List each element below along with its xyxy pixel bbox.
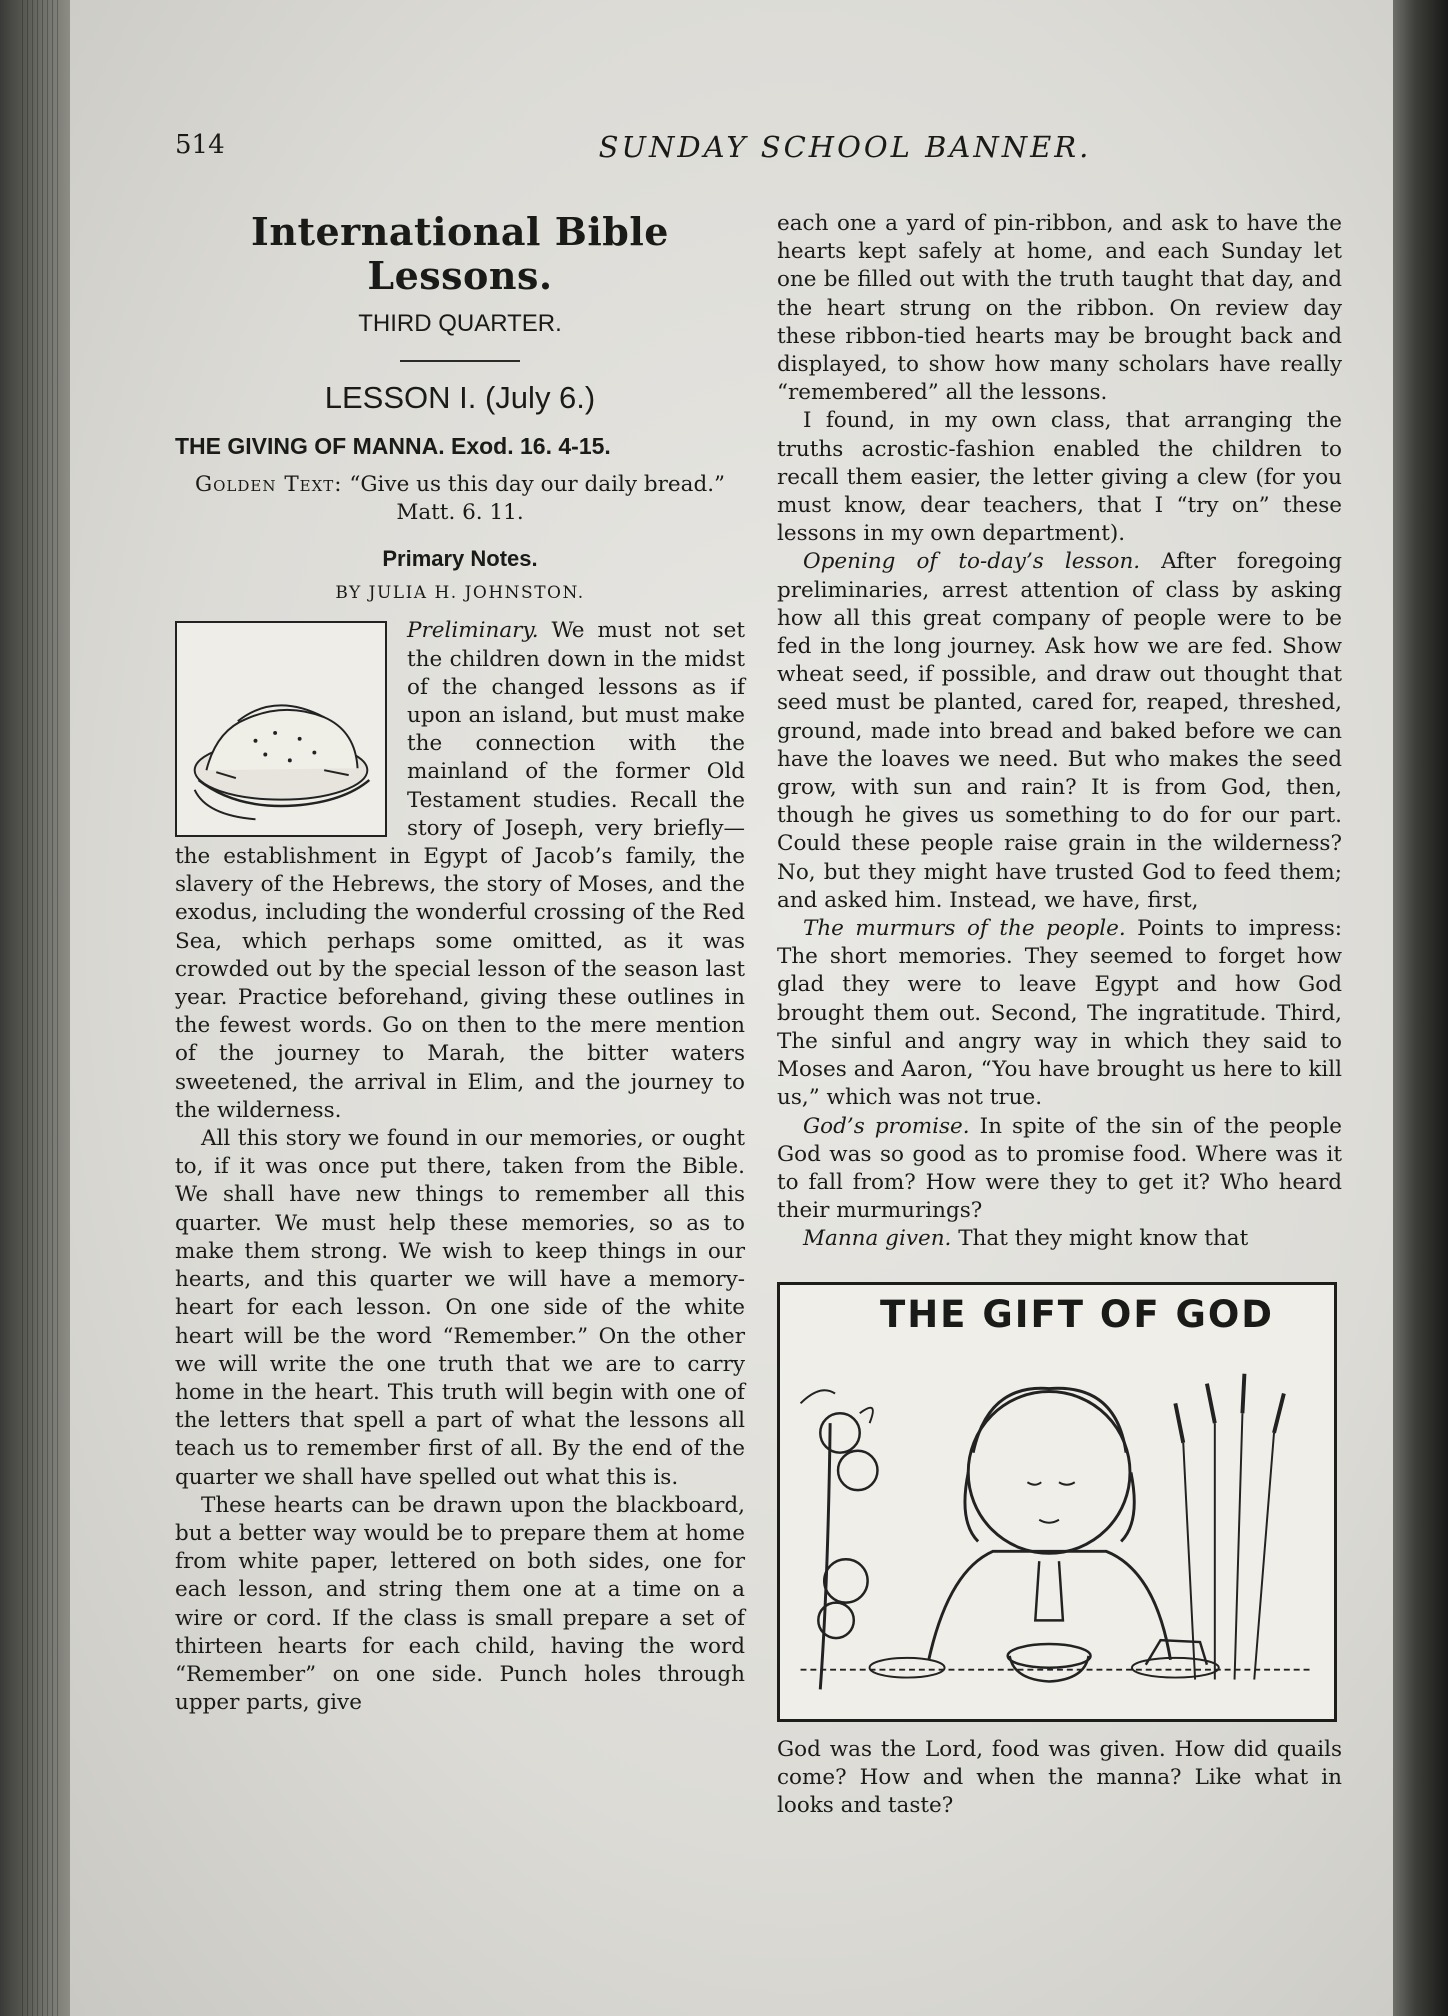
paragraph: All this story we found in our memories, or ought to, if it was once put there, taken from the Bible. We shall have new things to remember all this quarter. We must help these memories, so as to make them strong. We wish to keep things in our hearts, and this quarter we will have a memory-heart for each lesson. On one side of the white heart will be the word “Remember.” On the other we will write the one truth that we are to carry home in the heart. This truth will begin with one of the letters that spell a part of what the lessons all teach us to remember first of all. By the end of the quarter we shall have spelled out what this is. [175, 1126, 745, 1490]
paragraph [777, 1225, 1342, 1253]
paragraph: each one a yard of pin-ribbon, and ask to have the hearts kept safely at home, and each Sunday let one be filled out with the truth taught that day, and the heart strung on the ribbon. On review day these ribbon-tied hearts may be brought back and displayed, to show how many scholars have really “remembered” all the lessons. [777, 211, 1342, 406]
paragraph-text: After foregoing preliminaries, arrest attention of class by asking how all this great company of people were to be fed in the long journey. Ask how we are fed. Show wheat seed, if possible, and draw out thought that seed must be planted, cared for, reaped, threshed, ground, made into bread and baked before we can have the loaves we need. But who makes the seed grow, with sun and rain? It is from God, then, though he gives us something to do for our part. Could these people raise grain in the wilderness? No, but they might have trusted God to feed them; and asked him. Instead, we have, first, [777, 549, 1342, 913]
golden-text-label: Golden Text: [194, 471, 343, 497]
paragraph-lead: God’s promise. [803, 1113, 970, 1139]
right-column [777, 210, 1342, 1820]
paragraph: God was the Lord, food was given. How did quails come? How and when the manna? Like what in looks and taste? [777, 1736, 1342, 1818]
golden-text [175, 471, 745, 527]
bread-illustration [175, 621, 387, 837]
section-banner: International Bible Lessons. [251, 209, 669, 298]
paragraph [777, 915, 1342, 1112]
page-number: 514 [175, 130, 225, 160]
paragraph-text: We must not set the children down in the midst of the changed lessons as if upon an island, but must make the connection with the mainland of the former Old Testament studies. Recall the story of Joseph, very briefly—the establishment in Egypt of Jacob’s family, the slavery of the Hebrews, the story of Moses, and the exodus, including the wonderful crossing of the Red Sea, which perhaps some omitted, as it was crowded out by the special lesson of the season last year. Practice beforehand, giving these outlines in the fewest words. Go on then to the mere mention of the journey to Marah, the bitter waters sweetened, the arrival in Elim, and the journey to the wilderness. [175, 618, 745, 1123]
praying-child-icon [780, 1285, 1334, 1719]
illustration-title: THE GIFT OF GOD [879, 1292, 1275, 1336]
book-page [70, 0, 1393, 2016]
quarter-heading: THIRD QUARTER. [358, 310, 562, 337]
left-column [175, 210, 745, 1717]
golden-text-body: “Give us this day our daily bread.” Matt. 6. 11. [349, 471, 726, 525]
divider-rule [400, 360, 520, 362]
running-title: SUNDAY SCHOOL BANNER. [598, 130, 1092, 164]
paragraph-text: That they might know that [951, 1226, 1249, 1252]
lesson-title: LESSON I. (July 6.) [324, 380, 596, 416]
paragraph-text: In spite of the sin of the people God was so good as to promise food. Where was it to fall from? How were they to get it? Who heard their murmurings? [777, 1113, 1342, 1224]
paragraph-lead: The murmurs of the people. [803, 916, 1126, 942]
paragraph-text: Points to impress: The short memories. They seemed to forget how glad they were to leave Egypt and how God brought them out. Second, The ingratitude. Third, The sinful and angry way in which they said to Moses and Aaron, “You have brought us here to kill us,” which was not true. [777, 916, 1342, 1111]
paragraph: These hearts can be drawn upon the blackboard, but a better way would be to prepare them at home from white paper, lettered on both sides, one for each lesson, and string them one at a time on a wire or cord. If the class is small prepare a set of thirteen hearts for each child, having the word “Remember” on one side. Punch holes through upper parts, give [175, 1492, 745, 1716]
notes-heading: Primary Notes. [382, 546, 538, 572]
byline: BY JULIA H. JOHNSTON. [335, 583, 585, 604]
paragraph [777, 548, 1342, 915]
page-header [175, 130, 1335, 180]
lesson-subtitle: THE GIVING OF MANNA. Exod. 16. 4-15. [175, 433, 611, 460]
paragraph-lead: Preliminary. [407, 618, 539, 644]
page-edges [22, 0, 62, 2016]
book-spine [0, 0, 70, 2016]
gift-of-god-illustration [777, 1282, 1337, 1722]
paragraph: I found, in my own class, that arranging the truths acrostic-fashion enabled the children to recall them easier, the letter giving a clew (for you must know, dear teachers, that I “try on” these lessons in my own department). [777, 408, 1342, 547]
paragraph-lead: Manna given. [803, 1226, 952, 1252]
bread-loaf-icon [177, 623, 385, 835]
paragraph [777, 1113, 1342, 1226]
paragraph-lead: Opening of to-day’s lesson. [803, 549, 1141, 575]
right-page-edge [1393, 0, 1448, 2016]
